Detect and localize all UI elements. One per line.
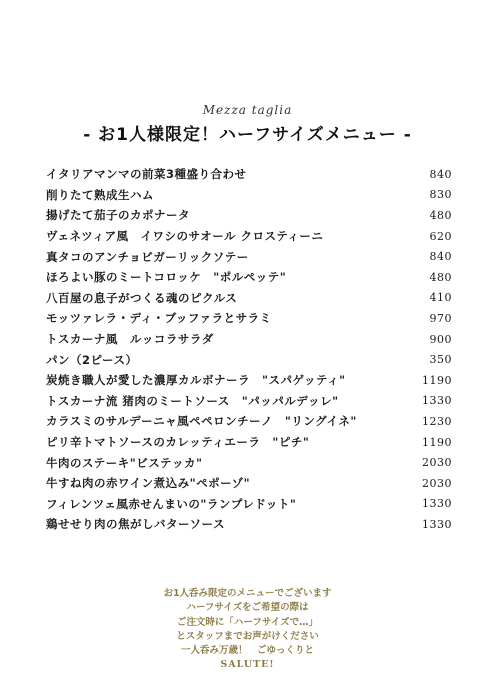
menu-item-name: 削りたて熟成生ハム: [46, 187, 154, 202]
note-line: 一人呑み万歳！ ごゆっくりと: [181, 645, 314, 657]
menu-item: [46, 164, 452, 185]
note-line: とスタッフまでお声がけください: [176, 630, 319, 642]
menu-item-name: フィレンツェ風赤せんまいの"ランプレドット": [46, 496, 297, 511]
menu-item: [46, 226, 452, 247]
menu-item: [46, 329, 452, 350]
menu-item: [46, 391, 452, 412]
menu-item-name: 牛肉のステーキ"ビステッカ": [46, 455, 203, 470]
menu-item-name: ヴェネツィア風 イワシのサオール クロスティーニ: [46, 229, 324, 244]
menu-item: [46, 370, 452, 391]
menu-item-price: 840: [429, 167, 452, 181]
menu-item: [46, 185, 452, 206]
menu-item-price: 970: [429, 311, 452, 325]
menu-item-name: ほろよい豚のミートコロッケ "ポルペッテ": [46, 270, 287, 285]
notes-block: [0, 587, 495, 673]
menu-item-name: トスカーナ流 猪肉のミートソース "パッパルデッレ": [46, 393, 339, 408]
menu-item-price: 1330: [422, 517, 452, 531]
menu-item-price: 840: [429, 250, 452, 264]
menu-item-name: 揚げたて茄子のカポナータ: [46, 208, 190, 223]
menu-item-name: 炭焼き職人が愛した濃厚カルボナーラ "スパゲッティ": [46, 373, 346, 388]
menu-item-name: 鶏せせり肉の焦がしバターソース: [46, 517, 225, 532]
menu-item: [46, 205, 452, 226]
menu-item-price: 1330: [422, 497, 452, 511]
menu-item-price: 900: [429, 332, 452, 346]
menu-item-price: 1230: [422, 414, 452, 428]
menu-item-price: 620: [429, 229, 452, 243]
menu-item: [46, 432, 452, 453]
menu-item-price: 480: [429, 270, 452, 284]
note-salute: SALUTE!: [220, 659, 275, 671]
menu-item-price: 410: [429, 291, 452, 305]
menu-item-price: 830: [429, 188, 452, 202]
menu-list: [46, 164, 452, 535]
note-line: お1人呑み限定のメニューでございます: [163, 588, 332, 599]
note-line: ハーフサイズをご希望の際は: [186, 602, 309, 614]
menu-item-name: トスカーナ風 ルッコラサラダ: [46, 332, 214, 347]
menu-item: [46, 473, 452, 494]
note-line: ご注文時に「ハーフサイズで…」: [176, 616, 319, 628]
menu-item-name: イタリアマンマの前菜3種盛り合わせ: [46, 167, 247, 182]
menu-item: [46, 494, 452, 515]
menu-item: [46, 411, 452, 432]
menu-item-price: 480: [429, 208, 452, 222]
menu-item-name: カラスミのサルデーニャ風ペペロンチーノ "リングイネ": [46, 414, 357, 429]
menu-item-price: 2030: [422, 476, 452, 490]
menu-item-price: 1190: [422, 435, 452, 449]
menu-item: [46, 349, 452, 370]
menu-item: [46, 514, 452, 535]
menu-item: [46, 288, 452, 309]
menu-item-name: 八百屋の息子がつくる魂のピクルス: [46, 290, 238, 305]
menu-item-name: パン（2ピース）: [46, 352, 138, 367]
menu-item-name: 真タコのアンチョビガーリックソテー: [46, 249, 249, 264]
menu-item-name: ピリ辛トマトソースのカレッティエーラ "ピチ": [46, 435, 310, 450]
menu-item-price: 2030: [422, 456, 452, 470]
menu-subtitle: Mezza taglia: [202, 103, 293, 117]
menu-item-price: 1190: [422, 373, 452, 387]
menu-item: [46, 246, 452, 267]
menu-item: [46, 452, 452, 473]
menu-title: - お1人様限定！ハーフサイズメニュー -: [83, 125, 412, 145]
menu-item-name: 牛すね肉の赤ワイン煮込み"ペポーゾ": [46, 476, 251, 491]
menu-item: [46, 308, 452, 329]
menu-item-price: 350: [429, 353, 452, 367]
menu-item-price: 1330: [422, 394, 452, 408]
menu-item: [46, 267, 452, 288]
menu-item-name: モッツァレラ・ディ・ブッファラとサラミ: [46, 311, 272, 326]
